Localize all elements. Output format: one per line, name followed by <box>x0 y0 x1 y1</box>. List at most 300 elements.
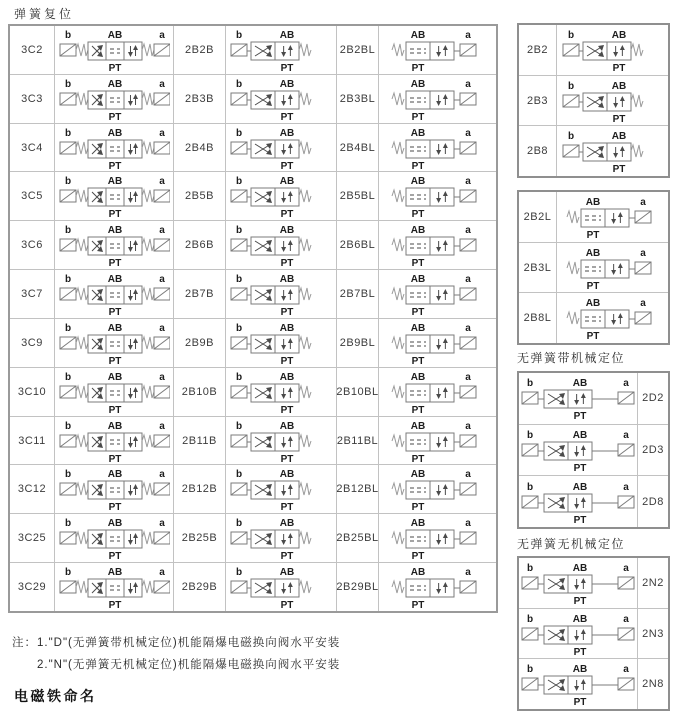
table-row <box>10 514 496 563</box>
three-position-valve-icon <box>55 563 173 611</box>
table-row <box>519 659 668 709</box>
section-title-solenoid-naming: 电磁铁命名 <box>14 688 97 704</box>
three-position-valve-icon <box>55 124 173 172</box>
spool-code-2bb: 2B25B <box>174 514 226 562</box>
double-solenoid-valve-icon <box>519 659 637 709</box>
spool-code-2b: 2B8 <box>519 126 557 176</box>
table-row <box>10 172 496 221</box>
table-row <box>519 76 668 127</box>
two-position-b-valve-icon <box>226 221 336 269</box>
spool-code-3c: 3C12 <box>10 465 55 513</box>
svg-text:PT: PT <box>411 62 424 73</box>
valve-config-table <box>8 24 498 613</box>
svg-text:a: a <box>159 371 165 383</box>
two-position-a-valve-icon <box>379 270 496 318</box>
svg-text:b: b <box>526 481 534 493</box>
svg-text:AB: AB <box>611 131 626 143</box>
svg-text:b: b <box>64 127 72 139</box>
note-line-2: 2."N"(无弹簧无机械定位)机能隔爆电磁换向阀水平安装 <box>37 659 341 671</box>
spool-code-3c: 3C25 <box>10 514 55 562</box>
svg-text:PT: PT <box>108 600 122 611</box>
svg-text:AB: AB <box>410 127 425 139</box>
spool-code-2bb: 2B9B <box>174 319 226 367</box>
three-position-valve-icon <box>55 75 173 123</box>
svg-text:a: a <box>159 225 165 237</box>
double-solenoid-valve-icon <box>519 659 637 709</box>
two-position-a-valve-icon <box>379 563 496 611</box>
svg-text:PT: PT <box>411 160 424 171</box>
spool-code-2bbl: 2B9BL <box>337 319 379 367</box>
table-row <box>519 293 668 343</box>
svg-text:b: b <box>567 80 574 92</box>
svg-text:a: a <box>464 78 471 90</box>
svg-text:b: b <box>526 562 534 574</box>
panel-2n-group <box>517 556 670 711</box>
note-line-1: 注：1."D"(无弹簧带机械定位)机能隔爆电磁换向阀水平安装 <box>12 637 341 649</box>
spool-code-2bbl: 2B10BL <box>337 368 379 416</box>
panel-2b-group <box>517 23 670 178</box>
two-position-b-valve-icon <box>226 465 336 513</box>
svg-text:b: b <box>235 518 243 530</box>
two-position-b-valve-icon <box>226 465 337 513</box>
svg-text:b: b <box>235 176 243 188</box>
two-position-b-valve-icon <box>557 76 668 126</box>
svg-text:a: a <box>464 29 471 41</box>
two-position-b-valve-icon <box>226 270 336 318</box>
svg-text:AB: AB <box>410 274 425 286</box>
svg-text:PT: PT <box>411 258 424 269</box>
two-position-b-valve-icon <box>557 126 668 176</box>
svg-text:b: b <box>526 430 534 441</box>
spool-code-3c: 3C29 <box>10 563 55 611</box>
svg-text:a: a <box>464 322 471 334</box>
svg-text:AB: AB <box>410 371 425 383</box>
two-position-b-valve-icon <box>557 25 668 75</box>
two-position-a-valve-icon <box>557 192 668 242</box>
svg-text:b: b <box>64 29 72 41</box>
table-row <box>519 192 668 243</box>
two-position-a-valve-icon <box>379 75 496 123</box>
svg-text:AB: AB <box>107 322 123 334</box>
svg-text:b: b <box>64 518 72 530</box>
panel-2d-group <box>517 371 670 529</box>
svg-text:AB: AB <box>107 469 123 481</box>
table-row <box>10 563 496 611</box>
three-position-valve-icon <box>55 417 173 465</box>
svg-text:b: b <box>526 378 534 390</box>
two-position-b-valve-icon <box>226 124 336 172</box>
table-row <box>519 476 668 527</box>
svg-text:AB: AB <box>410 29 425 41</box>
svg-text:PT: PT <box>280 307 294 318</box>
svg-text:AB: AB <box>572 430 588 441</box>
svg-text:AB: AB <box>279 567 295 579</box>
two-position-a-valve-icon <box>379 465 496 513</box>
svg-text:AB: AB <box>107 176 123 188</box>
table-row <box>519 425 668 477</box>
spool-code-2n: 2N8 <box>637 659 668 709</box>
svg-text:PT: PT <box>586 280 599 291</box>
two-position-a-valve-icon <box>379 26 496 74</box>
svg-text:b: b <box>526 613 534 625</box>
three-position-valve-icon <box>55 270 173 318</box>
svg-text:b: b <box>235 274 243 286</box>
double-solenoid-valve-icon <box>519 476 637 527</box>
svg-text:b: b <box>64 420 72 432</box>
double-solenoid-valve-icon <box>519 609 637 659</box>
section-title-spring-return: 弹簧复位 <box>14 7 75 21</box>
svg-text:b: b <box>64 567 72 579</box>
svg-text:AB: AB <box>107 274 123 286</box>
svg-text:PT: PT <box>411 600 424 611</box>
spool-code-2bb: 2B3B <box>174 75 226 123</box>
svg-text:PT: PT <box>108 258 122 269</box>
double-solenoid-valve-icon <box>519 425 637 476</box>
svg-text:a: a <box>464 567 471 579</box>
spool-code-3c: 3C11 <box>10 417 55 465</box>
svg-text:PT: PT <box>573 595 587 606</box>
svg-text:PT: PT <box>280 551 294 562</box>
two-position-a-valve-icon <box>379 26 496 74</box>
svg-text:PT: PT <box>573 646 587 657</box>
svg-text:a: a <box>159 420 165 432</box>
svg-text:a: a <box>159 322 165 334</box>
spool-code-2bb: 2B12B <box>174 465 226 513</box>
svg-text:AB: AB <box>611 29 626 41</box>
two-position-b-valve-icon <box>226 75 337 123</box>
svg-text:PT: PT <box>411 355 424 366</box>
two-position-a-valve-icon <box>379 465 496 513</box>
svg-text:a: a <box>623 562 629 574</box>
table-row <box>10 417 496 466</box>
spool-code-2bb: 2B2B <box>174 26 226 74</box>
spool-code-3c: 3C6 <box>10 221 55 269</box>
svg-text:b: b <box>235 225 243 237</box>
svg-text:a: a <box>159 176 165 188</box>
svg-text:AB: AB <box>410 225 425 237</box>
svg-text:a: a <box>159 274 165 286</box>
svg-text:PT: PT <box>573 411 587 422</box>
svg-text:AB: AB <box>107 29 123 41</box>
svg-text:AB: AB <box>107 78 123 90</box>
three-position-valve-icon <box>55 465 174 513</box>
two-position-b-valve-icon <box>226 270 337 318</box>
svg-text:a: a <box>623 430 629 441</box>
svg-text:AB: AB <box>410 78 425 90</box>
svg-text:AB: AB <box>279 176 295 188</box>
svg-text:PT: PT <box>108 404 122 415</box>
two-position-b-valve-icon <box>226 319 336 367</box>
table-row <box>519 373 668 425</box>
three-position-valve-icon <box>55 75 174 123</box>
three-position-valve-icon <box>55 368 174 416</box>
svg-text:AB: AB <box>279 225 295 237</box>
spool-code-2bbl: 2B6BL <box>337 221 379 269</box>
svg-text:a: a <box>639 196 646 208</box>
svg-text:AB: AB <box>572 481 588 493</box>
table-row <box>10 319 496 368</box>
svg-text:a: a <box>464 371 471 383</box>
svg-text:PT: PT <box>411 307 424 318</box>
svg-text:b: b <box>64 176 72 188</box>
svg-text:PT: PT <box>108 62 122 73</box>
svg-text:a: a <box>159 518 165 530</box>
svg-text:b: b <box>64 322 72 334</box>
svg-text:b: b <box>64 469 72 481</box>
svg-text:b: b <box>526 664 534 676</box>
two-position-a-valve-icon <box>379 368 496 416</box>
spool-code-2bbl: 2B2BL <box>337 26 379 74</box>
svg-text:AB: AB <box>107 371 123 383</box>
svg-text:b: b <box>235 78 243 90</box>
svg-text:b: b <box>567 131 574 143</box>
svg-text:PT: PT <box>280 502 294 513</box>
svg-text:b: b <box>235 567 243 579</box>
spool-code-2bb: 2B10B <box>174 368 226 416</box>
svg-text:b: b <box>64 371 72 383</box>
svg-text:PT: PT <box>411 502 424 513</box>
svg-text:AB: AB <box>410 322 425 334</box>
svg-text:b: b <box>235 469 243 481</box>
svg-text:PT: PT <box>573 463 587 473</box>
svg-text:PT: PT <box>108 551 122 562</box>
svg-text:AB: AB <box>107 420 123 432</box>
two-position-b-valve-icon <box>226 514 337 562</box>
svg-text:PT: PT <box>612 164 625 175</box>
svg-text:AB: AB <box>572 664 588 676</box>
three-position-valve-icon <box>55 514 173 562</box>
svg-text:b: b <box>235 127 243 139</box>
svg-text:PT: PT <box>612 113 625 124</box>
section-title-no-detent: 无弹簧无机械定位 <box>517 537 626 551</box>
svg-text:a: a <box>623 481 629 493</box>
svg-text:AB: AB <box>410 420 425 432</box>
svg-text:PT: PT <box>280 258 294 269</box>
svg-text:b: b <box>64 274 72 286</box>
svg-text:PT: PT <box>108 307 122 318</box>
svg-text:AB: AB <box>410 567 425 579</box>
two-position-a-valve-icon <box>557 243 668 293</box>
double-solenoid-valve-icon <box>519 373 637 424</box>
table-row <box>519 25 668 76</box>
two-position-b-valve-icon <box>226 417 336 465</box>
svg-text:PT: PT <box>280 600 294 611</box>
two-position-b-valve-icon <box>226 26 336 74</box>
two-position-b-valve-icon <box>226 172 337 220</box>
svg-text:PT: PT <box>411 551 424 562</box>
double-solenoid-valve-icon <box>519 476 637 527</box>
svg-text:b: b <box>235 371 243 383</box>
section-title-detent: 无弹簧带机械定位 <box>517 351 626 365</box>
two-position-b-valve-icon <box>226 368 336 416</box>
svg-text:a: a <box>464 274 471 286</box>
svg-text:b: b <box>235 322 243 334</box>
svg-text:PT: PT <box>108 453 122 464</box>
svg-text:AB: AB <box>279 274 295 286</box>
svg-text:a: a <box>464 127 471 139</box>
svg-text:AB: AB <box>410 176 425 188</box>
table-row <box>10 221 496 270</box>
svg-text:a: a <box>464 469 471 481</box>
svg-text:PT: PT <box>586 229 599 240</box>
two-position-b-valve-icon <box>226 26 337 74</box>
two-position-a-valve-icon <box>379 172 496 220</box>
two-position-a-valve-icon <box>379 319 496 367</box>
svg-text:PT: PT <box>108 355 122 366</box>
double-solenoid-valve-icon <box>519 609 637 659</box>
table-row <box>519 558 668 609</box>
spool-code-2bl: 2B3L <box>519 243 557 293</box>
svg-text:AB: AB <box>279 29 295 41</box>
two-position-a-valve-icon <box>379 270 496 318</box>
two-position-b-valve-icon <box>226 563 337 611</box>
svg-text:AB: AB <box>279 420 295 432</box>
table-row <box>10 75 496 124</box>
table-row <box>10 124 496 173</box>
double-solenoid-valve-icon <box>519 558 637 608</box>
two-position-a-valve-icon <box>379 221 496 269</box>
two-position-b-valve-icon <box>226 172 336 220</box>
two-position-a-valve-icon <box>379 368 496 416</box>
two-position-b-valve-icon <box>557 25 668 75</box>
svg-text:AB: AB <box>279 518 295 530</box>
svg-text:PT: PT <box>573 514 587 525</box>
svg-text:AB: AB <box>279 78 295 90</box>
two-position-a-valve-icon <box>557 243 668 293</box>
svg-text:PT: PT <box>280 355 294 366</box>
spool-code-2bb: 2B5B <box>174 172 226 220</box>
three-position-valve-icon <box>55 221 173 269</box>
svg-text:b: b <box>64 225 72 237</box>
spool-code-2bl: 2B8L <box>519 293 557 343</box>
svg-text:AB: AB <box>410 518 425 530</box>
two-position-a-valve-icon <box>379 124 496 172</box>
two-position-b-valve-icon <box>557 76 668 126</box>
double-solenoid-valve-icon <box>519 558 637 608</box>
svg-text:a: a <box>464 420 471 432</box>
svg-text:b: b <box>567 29 574 41</box>
svg-text:b: b <box>235 29 243 41</box>
three-position-valve-icon <box>55 26 174 74</box>
three-position-valve-icon <box>55 514 174 562</box>
svg-text:PT: PT <box>411 209 424 220</box>
double-solenoid-valve-icon <box>519 373 637 424</box>
two-position-b-valve-icon <box>226 124 337 172</box>
svg-text:PT: PT <box>280 160 294 171</box>
table-row <box>10 26 496 75</box>
spool-code-3c: 3C5 <box>10 172 55 220</box>
three-position-valve-icon <box>55 124 174 172</box>
two-position-b-valve-icon <box>557 126 668 176</box>
svg-text:a: a <box>623 613 629 625</box>
two-position-a-valve-icon <box>379 417 496 465</box>
two-position-b-valve-icon <box>226 417 337 465</box>
spool-code-2bb: 2B11B <box>174 417 226 465</box>
spool-code-3c: 3C4 <box>10 124 55 172</box>
two-position-a-valve-icon <box>557 192 668 242</box>
svg-text:AB: AB <box>107 567 123 579</box>
svg-text:PT: PT <box>280 404 294 415</box>
three-position-valve-icon <box>55 319 173 367</box>
spool-code-3c: 3C3 <box>10 75 55 123</box>
svg-text:AB: AB <box>585 298 600 310</box>
two-position-a-valve-icon <box>379 319 496 367</box>
svg-text:AB: AB <box>107 518 123 530</box>
two-position-a-valve-icon <box>557 293 668 343</box>
table-row <box>10 270 496 319</box>
svg-text:AB: AB <box>107 225 123 237</box>
two-position-a-valve-icon <box>379 514 496 562</box>
spool-code-2bbl: 2B25BL <box>337 514 379 562</box>
three-position-valve-icon <box>55 368 173 416</box>
svg-text:a: a <box>159 29 165 41</box>
two-position-b-valve-icon <box>226 221 337 269</box>
two-position-b-valve-icon <box>226 514 336 562</box>
svg-text:PT: PT <box>586 331 599 342</box>
spool-code-2bl: 2B2L <box>519 192 557 242</box>
svg-text:PT: PT <box>280 453 294 464</box>
spool-code-2bbl: 2B3BL <box>337 75 379 123</box>
svg-text:a: a <box>464 518 471 530</box>
svg-text:PT: PT <box>280 111 294 122</box>
svg-text:AB: AB <box>279 322 295 334</box>
spool-code-2bb: 2B6B <box>174 221 226 269</box>
three-position-valve-icon <box>55 417 174 465</box>
svg-text:PT: PT <box>108 502 122 513</box>
two-position-a-valve-icon <box>557 293 668 343</box>
svg-text:PT: PT <box>108 111 122 122</box>
spool-code-3c: 3C10 <box>10 368 55 416</box>
three-position-valve-icon <box>55 563 174 611</box>
svg-text:AB: AB <box>279 127 295 139</box>
svg-text:AB: AB <box>585 196 600 208</box>
three-position-valve-icon <box>55 319 174 367</box>
spool-code-2bbl: 2B11BL <box>337 417 379 465</box>
three-position-valve-icon <box>55 465 173 513</box>
two-position-a-valve-icon <box>379 124 496 172</box>
svg-text:AB: AB <box>585 247 600 259</box>
two-position-b-valve-icon <box>226 75 336 123</box>
spool-code-3c: 3C7 <box>10 270 55 318</box>
spool-code-3c: 3C9 <box>10 319 55 367</box>
svg-text:AB: AB <box>107 127 123 139</box>
svg-text:PT: PT <box>411 111 424 122</box>
svg-text:a: a <box>159 567 165 579</box>
svg-text:PT: PT <box>411 453 424 464</box>
spool-code-2bbl: 2B5BL <box>337 172 379 220</box>
svg-text:a: a <box>639 298 646 310</box>
spool-code-2bbl: 2B4BL <box>337 124 379 172</box>
svg-text:a: a <box>623 664 629 676</box>
svg-text:a: a <box>464 176 471 188</box>
two-position-a-valve-icon <box>379 172 496 220</box>
svg-text:a: a <box>623 378 629 390</box>
two-position-b-valve-icon <box>226 368 337 416</box>
spool-code-2b: 2B3 <box>519 76 557 126</box>
table-row <box>10 465 496 514</box>
spool-code-2bbl: 2B29BL <box>337 563 379 611</box>
two-position-b-valve-icon <box>226 319 337 367</box>
panel-2bl-group <box>517 190 670 345</box>
svg-text:AB: AB <box>572 613 588 625</box>
svg-text:a: a <box>639 247 646 259</box>
spool-code-2n: 2N3 <box>637 609 668 659</box>
two-position-a-valve-icon <box>379 417 496 465</box>
svg-text:PT: PT <box>573 697 587 708</box>
spool-code-2b: 2B2 <box>519 25 557 75</box>
double-solenoid-valve-icon <box>519 425 637 476</box>
spool-code-2bb: 2B7B <box>174 270 226 318</box>
